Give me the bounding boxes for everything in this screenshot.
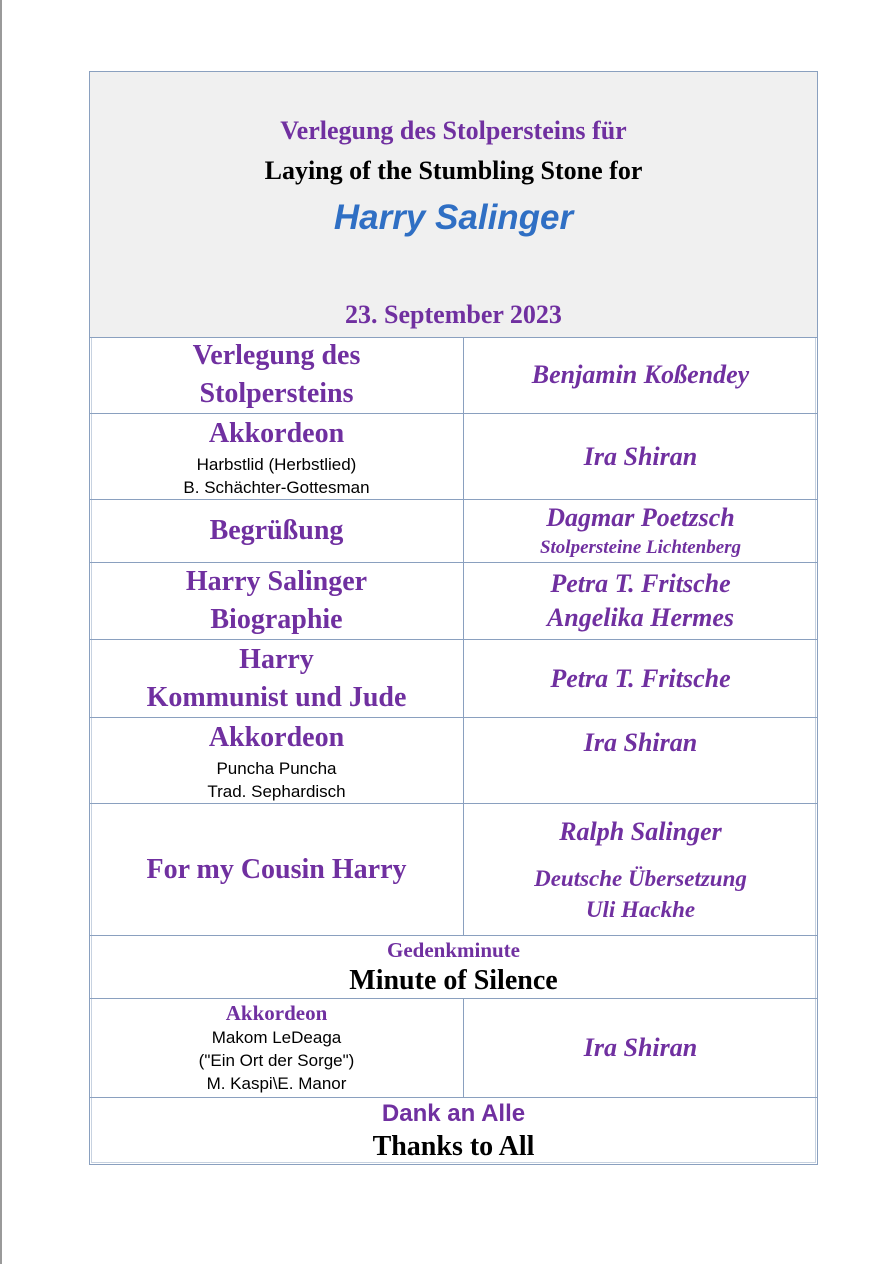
- performer-name: Angelika Hermes: [546, 603, 735, 632]
- program-item: [90, 414, 464, 499]
- program-performer: [464, 640, 817, 717]
- performer-name: Ira Shiran: [583, 441, 698, 471]
- item-line: For my Cousin Harry: [146, 853, 407, 885]
- song-composer: Trad. Sephardisch: [207, 781, 346, 801]
- program-performer: [464, 500, 817, 562]
- program-performer: [464, 414, 817, 499]
- program-item: [90, 640, 464, 717]
- performer-name: Benjamin Koßendey: [531, 360, 750, 389]
- item-title: Akkordeon: [208, 417, 345, 449]
- program-row-thanks: [90, 1098, 817, 1164]
- performer-name: Ira Shiran: [583, 728, 698, 757]
- performer-name: Ira Shiran: [583, 1033, 698, 1062]
- song-title: Makom LeDeaga: [211, 1028, 342, 1047]
- program-performer: [464, 804, 817, 935]
- program-item: [90, 936, 817, 998]
- program-item: [90, 337, 464, 413]
- item-line: Biographie: [210, 604, 343, 635]
- program-row-biography: [90, 563, 817, 640]
- item-line: Harry Salinger: [185, 566, 368, 597]
- program-performer: [464, 718, 817, 803]
- item-title: Akkordeon: [208, 721, 345, 753]
- program-item: [90, 500, 464, 562]
- program-table: [89, 71, 818, 1165]
- program-row-stone-laying: [90, 337, 817, 414]
- translation-label: Deutsche Übersetzung: [534, 865, 747, 891]
- title-german: Verlegung des Stolpersteins für: [280, 116, 627, 145]
- silence-german: Gedenkminute: [386, 938, 520, 962]
- program-row-welcome: [90, 500, 817, 563]
- program-row-accordion-1: [90, 414, 817, 500]
- thanks-german: Dank an Alle: [381, 1100, 526, 1127]
- program-item: [90, 1098, 817, 1164]
- thanks-english: Thanks to All: [372, 1131, 535, 1162]
- song-composer: M. Kaspi\E. Manor: [206, 1074, 347, 1093]
- item-line: Harry: [239, 643, 314, 675]
- program-performer: [464, 999, 817, 1097]
- event-date: 23. September 2023: [345, 300, 562, 329]
- performer-name: Ralph Salinger: [559, 816, 722, 846]
- program-row-silence: [90, 936, 817, 999]
- program-item: [90, 563, 464, 639]
- translator-name: Uli Hackhe: [585, 896, 696, 922]
- page-edge: [0, 0, 2, 1264]
- program-row-accordion-2: [90, 718, 817, 804]
- item-line: Kommunist und Jude: [146, 681, 407, 713]
- silence-english: Minute of Silence: [349, 965, 558, 996]
- performer-name: Dagmar Poetzsch: [546, 503, 735, 532]
- song-title: Harbstlid (Herbstlied): [196, 454, 357, 474]
- song-title: Puncha Puncha: [216, 758, 337, 778]
- performer-name: Petra T. Fritsche: [550, 663, 731, 693]
- program-header: [90, 72, 817, 338]
- program-performer: [464, 337, 817, 413]
- program-performer: [464, 563, 817, 639]
- program-row-cousin: [90, 804, 817, 936]
- song-translation: ("Ein Ort der Sorge"): [198, 1051, 355, 1070]
- program-item: [90, 718, 464, 803]
- item-line: Begrüßung: [209, 515, 344, 546]
- performer-name: Petra T. Fritsche: [550, 569, 731, 598]
- program-row-communist-jew: [90, 640, 817, 718]
- item-title: Akkordeon: [225, 1001, 328, 1025]
- song-composer: B. Schächter-Gottesman: [183, 477, 370, 497]
- title-english: Laying of the Stumbling Stone for: [264, 156, 643, 185]
- performer-organization: Stolpersteine Lichtenberg: [539, 537, 742, 558]
- program-item: [90, 999, 464, 1097]
- program-item: [90, 804, 464, 935]
- item-line: Verlegung des: [192, 340, 361, 371]
- item-line: Stolpersteins: [199, 378, 354, 409]
- honoree-name: Harry Salinger: [333, 198, 574, 237]
- program-row-accordion-3: [90, 999, 817, 1098]
